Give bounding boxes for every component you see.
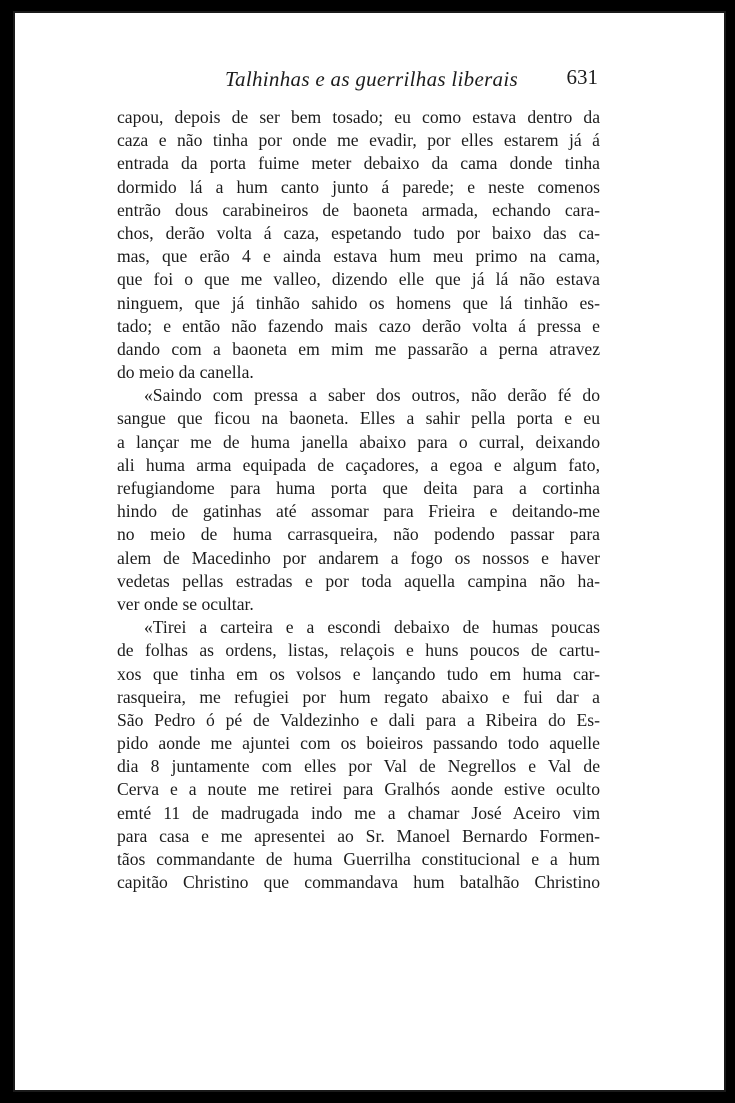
text-line: vedetas pellas estradas e por toda aquella campina não ha-	[117, 570, 600, 591]
text-line: refugiandome para huma porta que deita para a cortinha	[117, 478, 600, 498]
text-line: capou, depois de ser bem tosado; eu como estava dentro da	[117, 107, 600, 127]
paragraph-start-line: «Tirei a carteira e a escondi debaixo de humas poucas	[144, 617, 600, 638]
page-header	[115, 63, 598, 93]
book-page	[13, 11, 726, 1092]
text-line: hindo de gatinhas até assomar para Frieira e deitando-me	[117, 501, 600, 522]
text-line: para casa e me apresentei ao Sr. Manoel Bernardo Formen-	[117, 825, 600, 846]
text-line: chos, derão volta á caza, espetando tudo por baixo das ca-	[117, 222, 600, 243]
text-line: alem de Macedinho por andarem a fogo os nossos e haver	[117, 547, 600, 568]
text-line: dormido lá a hum canto junto á parede; e neste comenos	[117, 176, 600, 197]
text-line: rasqueira, me refugiei por hum regato abaixo e fui dar a	[117, 686, 600, 707]
text-line: de folhas as ordens, listas, relaçois e huns poucos de cartu-	[117, 640, 600, 661]
page-number: 631	[566, 65, 598, 89]
text-line: ninguem, que já tinhão sahido os homens que lá tinhão es-	[117, 292, 600, 313]
text-line: entrão dous carabineiros de baoneta armada, echando cara-	[117, 199, 600, 220]
text-line: tado; e então não fazendo mais cazo derão volta á pressa e	[117, 315, 600, 336]
text-line: dia 8 juntamente com elles por Val de Negrellos e Val de	[117, 756, 600, 777]
paragraph-start-line: «Saindo com pressa a saber dos outros, não derão fé do	[144, 385, 600, 406]
text-line: capitão Christino que commandava hum batalhão Christino	[117, 872, 600, 893]
paragraph-end-line: do meio da canella.	[117, 362, 254, 383]
text-line: a lançar me de huma janella abaixo para o curral, deixando	[117, 431, 600, 452]
text-line: ali huma arma equipada de caçadores, a egoa e algum fato,	[117, 454, 600, 475]
text-line: Cerva e a noute me retirei para Gralhós aonde estive oculto	[117, 779, 600, 800]
text-line: no meio de huma carrasqueira, não podendo passar para	[117, 524, 600, 545]
text-line: dando com a baoneta em mim me passarão a perna atravez	[117, 338, 600, 359]
body-text	[117, 106, 600, 894]
text-line: caza e não tinha por onde me evadir, por elles estarem já á	[117, 130, 600, 151]
paragraph-end-line: ver onde se ocultar.	[117, 593, 254, 614]
text-line: tãos commandante de huma Guerrilha constitucional e a hum	[117, 849, 600, 869]
running-title: Talhinhas e as guerrilhas liberais	[225, 67, 518, 91]
text-line: mas, que erão 4 e ainda estava hum meu primo na cama,	[117, 246, 600, 267]
text-line: entrada da porta fuime meter debaixo da cama donde tinha	[117, 153, 600, 174]
text-line: xos que tinha em os volsos e lançando tudo em huma car-	[117, 663, 600, 684]
text-line: São Pedro ó pé de Valdezinho e dali para a Ribeira do Es-	[117, 709, 600, 730]
text-line: sangue que ficou na baoneta. Elles a sahir pella porta e eu	[117, 408, 600, 429]
text-line: emté 11 de madrugada indo me a chamar José Aceiro vim	[117, 802, 600, 823]
text-line: que foi o que me valleo, dizendo elle que já lá não estava	[117, 269, 600, 290]
text-line: pido aonde me ajuntei com os boieiros passando todo aquelle	[117, 733, 600, 754]
